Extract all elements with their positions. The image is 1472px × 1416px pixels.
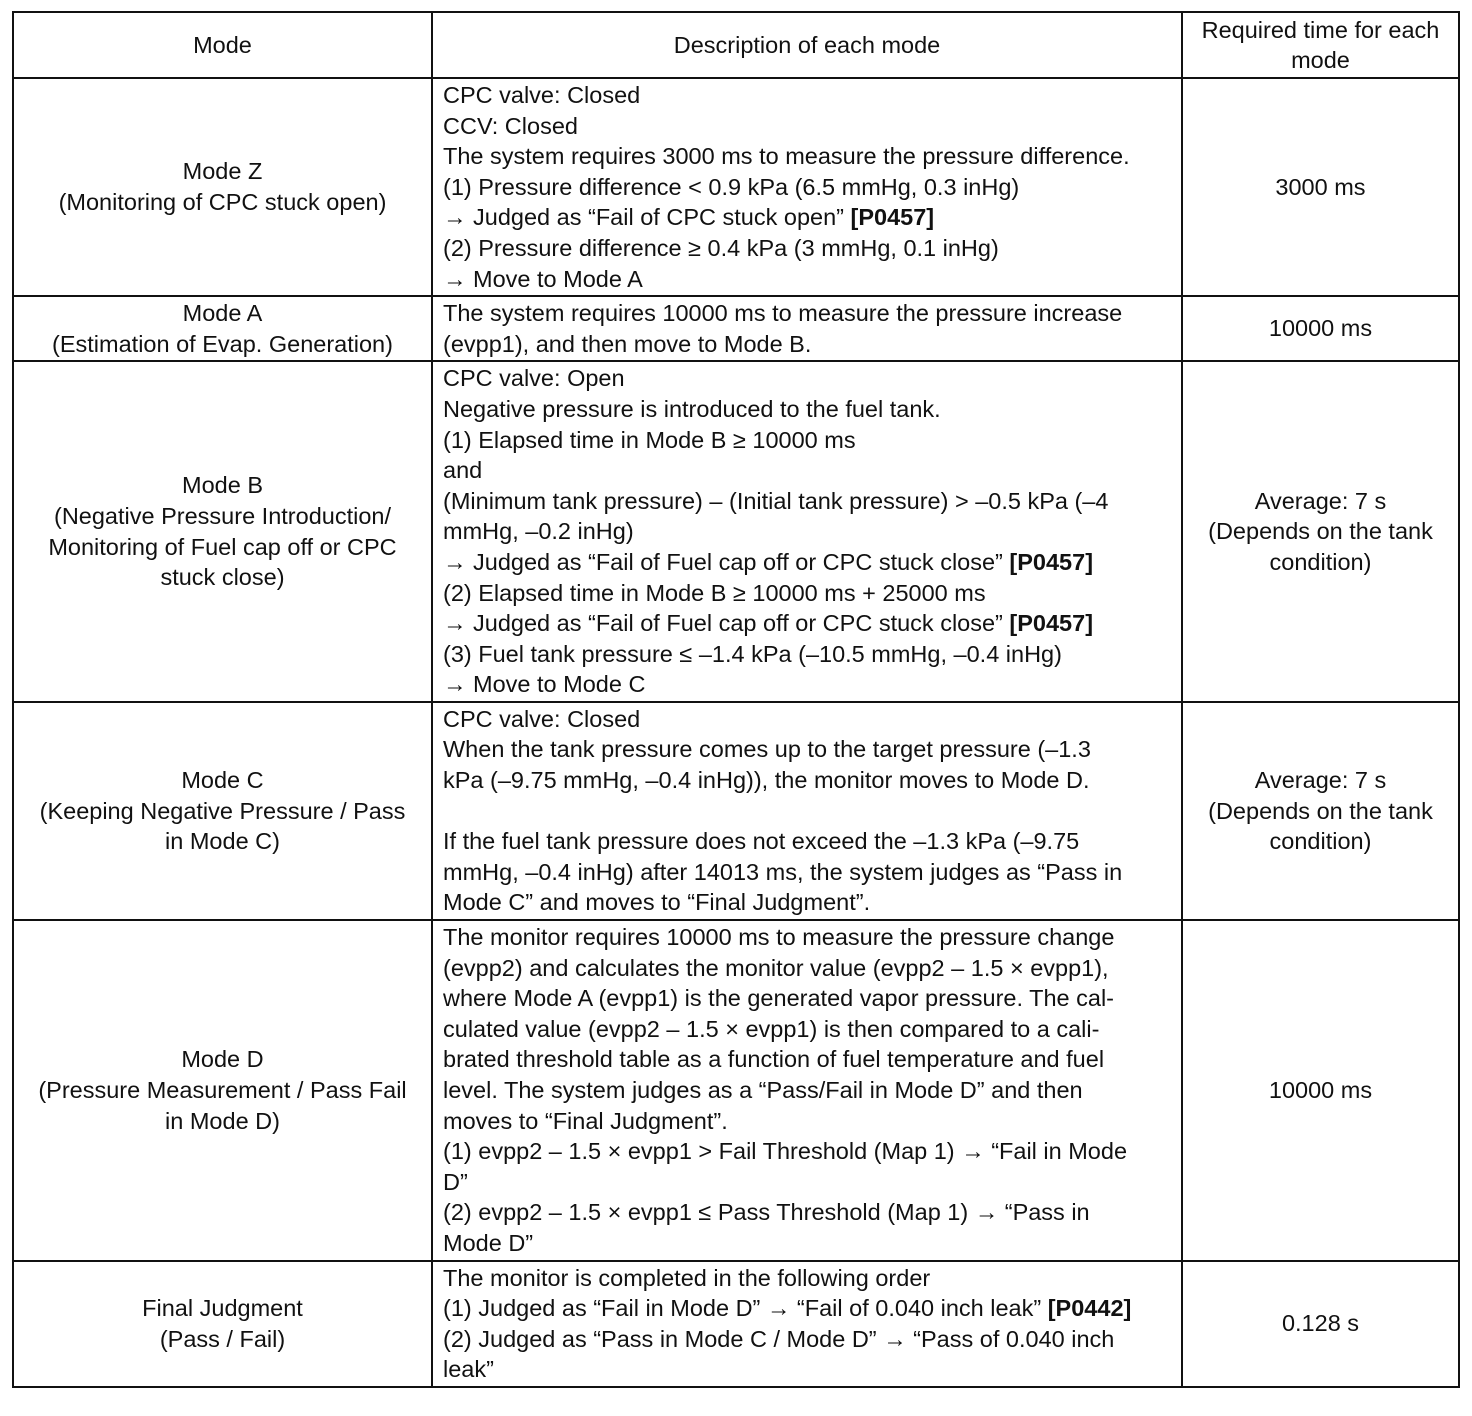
description-line: (2) Pressure difference ≥ 0.4 kPa (3 mmHg, 0.1 inHg) xyxy=(443,234,999,261)
table-row xyxy=(13,1261,1459,1387)
description-cell xyxy=(432,920,1182,1261)
time-line: condition) xyxy=(1269,828,1372,855)
mode-line: Monitoring of Fuel cap off or CPC xyxy=(48,533,397,560)
description-line: kPa (–9.75 mmHg, –0.4 inHg)), the monitor moves to Mode D. xyxy=(443,767,1090,794)
time-line: 3000 ms xyxy=(1275,173,1366,200)
mode-line: (Keeping Negative Pressure / Pass xyxy=(39,797,406,824)
required-time-cell xyxy=(1182,702,1459,920)
required-time-cell xyxy=(1182,361,1459,702)
header-description: Description of each mode xyxy=(432,12,1182,78)
mode-line: in Mode D) xyxy=(165,1107,280,1134)
dtc-code: [P0457] xyxy=(1009,610,1094,637)
description-line: Mode C” and moves to “Final Judgment”. xyxy=(443,889,871,916)
description-line: (Minimum tank pressure) – (Initial tank pressure) > –0.5 kPa (–4 xyxy=(443,487,1109,514)
table-body xyxy=(13,78,1459,1387)
required-time-cell xyxy=(1182,1261,1459,1387)
description-line: → Judged as “Fail of Fuel cap off or CPC stuck close” [P0457] xyxy=(443,610,1094,637)
description-line: and xyxy=(443,457,483,484)
table-row xyxy=(13,702,1459,920)
mode-line: (Negative Pressure Introduction/ xyxy=(54,503,391,530)
time-line: 10000 ms xyxy=(1268,315,1373,342)
table-row xyxy=(13,78,1459,296)
mode-line: Final Judgment xyxy=(142,1295,303,1322)
time-line: Average: 7 s xyxy=(1254,767,1387,794)
description-line: (1) Judged as “Fail in Mode D” → “Fail of 0.040 inch leak” [P0442] xyxy=(443,1295,1132,1322)
description-line: Negative pressure is introduced to the fuel tank. xyxy=(443,395,941,422)
description-line: leak” xyxy=(443,1356,494,1383)
time-line: 0.128 s xyxy=(1281,1310,1360,1337)
mode-table xyxy=(12,11,1460,1388)
description-line: (1) Elapsed time in Mode B ≥ 10000 ms xyxy=(443,426,856,453)
mode-line: Mode B xyxy=(182,472,263,499)
description-line: brated threshold table as a function of fuel temperature and fuel xyxy=(443,1046,1105,1073)
description-line: If the fuel tank pressure does not exceed the –1.3 kPa (–9.75 xyxy=(443,828,1080,855)
description-line: (evpp1), and then move to Mode B. xyxy=(443,330,812,357)
mode-line: Mode C xyxy=(181,767,264,794)
description-line: The system requires 3000 ms to measure the pressure difference. xyxy=(443,143,1130,170)
mode-line: Mode A xyxy=(182,300,263,327)
description-line: where Mode A (evpp1) is the generated vapor pressure. The cal- xyxy=(443,985,1115,1012)
description-line: → Judged as “Fail of Fuel cap off or CPC stuck close” [P0457] xyxy=(443,548,1094,575)
mode-cell xyxy=(13,702,432,920)
description-line: Mode D” xyxy=(443,1229,534,1256)
description-line: → Judged as “Fail of CPC stuck open” [P0457] xyxy=(443,204,935,231)
description-cell xyxy=(432,702,1182,920)
mode-line: Mode Z xyxy=(182,158,263,185)
description-line: mmHg, –0.4 inHg) after 14013 ms, the system judges as “Pass in xyxy=(443,858,1123,885)
description-line: moves to “Final Judgment”. xyxy=(443,1107,728,1134)
time-line: 10000 ms xyxy=(1268,1077,1373,1103)
mode-cell xyxy=(13,361,432,702)
description-line: (2) evpp2 – 1.5 × evpp1 ≤ Pass Threshold (Map 1) → “Pass in xyxy=(443,1199,1090,1226)
mode-line: Mode D xyxy=(181,1046,264,1073)
table-row xyxy=(13,920,1459,1261)
mode-cell xyxy=(13,920,432,1261)
mode-line: stuck close) xyxy=(160,564,285,591)
mode-cell xyxy=(13,296,432,361)
description-line: level. The system judges as a “Pass/Fail in Mode D” and then xyxy=(443,1077,1083,1103)
description-line: (2) Elapsed time in Mode B ≥ 10000 ms + 25000 ms xyxy=(443,579,986,606)
time-line: (Depends on the tank xyxy=(1208,518,1433,545)
header-mode: Mode xyxy=(13,12,432,78)
required-time-cell xyxy=(1182,296,1459,361)
description-cell xyxy=(432,78,1182,296)
description-line: CCV: Closed xyxy=(443,112,578,139)
description-line: (evpp2) and calculates the monitor value (evpp2 – 1.5 × evpp1), xyxy=(443,954,1109,981)
description-line: (2) Judged as “Pass in Mode C / Mode D” → “Pass of 0.040 inch xyxy=(443,1325,1115,1352)
time-line: (Depends on the tank xyxy=(1208,797,1433,824)
description-line: D” xyxy=(443,1168,468,1195)
description-line: mmHg, –0.2 inHg) xyxy=(443,518,634,545)
mode-cell xyxy=(13,78,432,296)
description-line: → Move to Mode C xyxy=(443,671,646,698)
description-line: (3) Fuel tank pressure ≤ –1.4 kPa (–10.5 mmHg, –0.4 inHg) xyxy=(443,640,1062,667)
dtc-code: [P0442] xyxy=(1047,1295,1132,1322)
description-line xyxy=(443,796,1171,827)
description-cell xyxy=(432,296,1182,361)
description-line: The monitor requires 10000 ms to measure the pressure change xyxy=(443,924,1115,951)
description-line: The system requires 10000 ms to measure the pressure increase xyxy=(443,300,1123,327)
mode-line: (Estimation of Evap. Generation) xyxy=(52,330,393,357)
required-time-cell xyxy=(1182,78,1459,296)
dtc-code: [P0457] xyxy=(850,204,935,231)
header-required-time: Required time for each mode xyxy=(1182,12,1459,78)
description-line: → Move to Mode A xyxy=(443,265,643,292)
description-line: (1) evpp2 – 1.5 × evpp1 > Fail Threshold (Map 1) → “Fail in Mode xyxy=(443,1138,1128,1165)
table-row xyxy=(13,361,1459,702)
description-line: The monitor is completed in the following order xyxy=(443,1264,931,1291)
table-row xyxy=(13,296,1459,361)
mode-line: in Mode C) xyxy=(165,828,280,855)
description-line: CPC valve: Closed xyxy=(443,82,641,108)
description-cell xyxy=(432,361,1182,702)
description-line: (1) Pressure difference < 0.9 kPa (6.5 mmHg, 0.3 inHg) xyxy=(443,173,1020,200)
mode-cell xyxy=(13,1261,432,1387)
description-line: culated value (evpp2 – 1.5 × evpp1) is then compared to a cali- xyxy=(443,1015,1100,1042)
description-line: CPC valve: Closed xyxy=(443,705,641,732)
time-line: condition) xyxy=(1269,548,1372,575)
mode-line: (Pass / Fail) xyxy=(159,1325,286,1352)
mode-line: (Pressure Measurement / Pass Fail xyxy=(38,1077,407,1103)
description-line: CPC valve: Open xyxy=(443,365,625,392)
dtc-code: [P0457] xyxy=(1009,548,1094,575)
description-line: When the tank pressure comes up to the target pressure (–1.3 xyxy=(443,736,1091,763)
mode-line: (Monitoring of CPC stuck open) xyxy=(58,189,387,216)
description-cell xyxy=(432,1261,1182,1387)
time-line: Average: 7 s xyxy=(1254,487,1387,514)
required-time-cell xyxy=(1182,920,1459,1261)
header-row xyxy=(13,12,1459,78)
